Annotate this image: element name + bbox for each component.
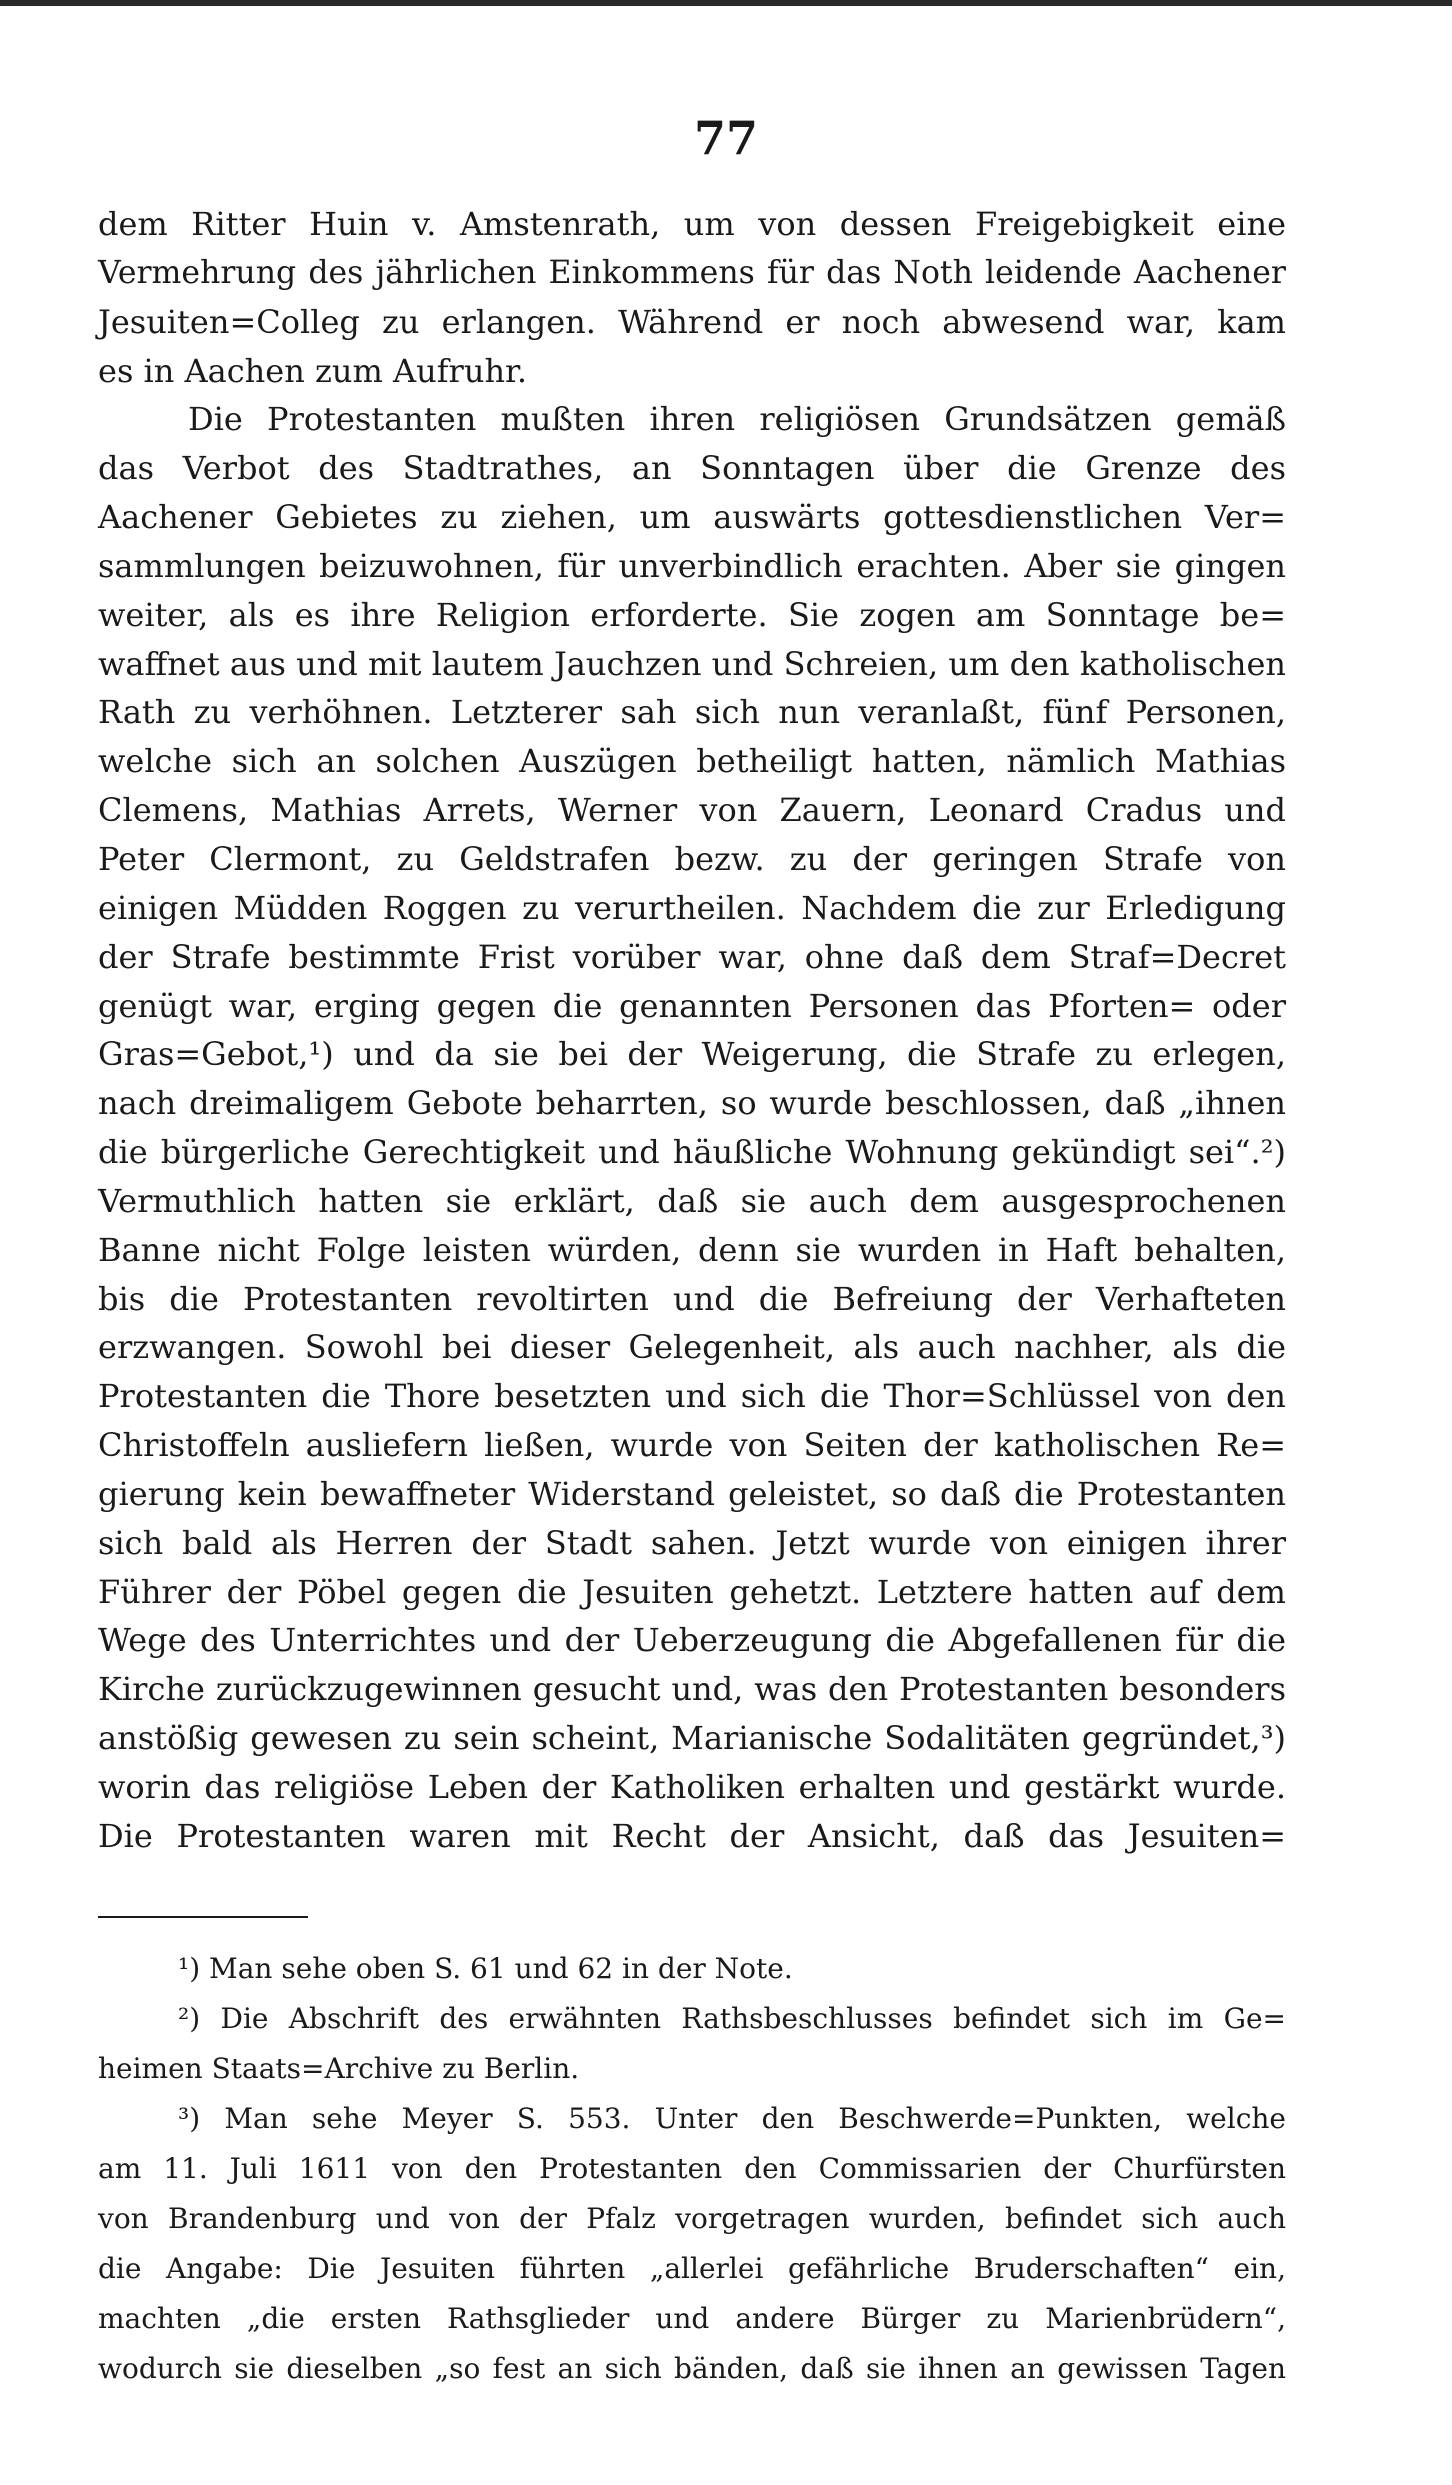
text-line: dem Ritter Huin v. Amstenrath, um von dessen Freigebigkeit eine bbox=[98, 205, 1286, 243]
text-line: die bürgerliche Gerechtigkeit und häußliche Wohnung gekündigt sei“.²) bbox=[98, 1133, 1286, 1172]
text-line: Aachener Gebietes zu ziehen, um auswärts gottesdienstlichen Ver= bbox=[98, 498, 1286, 537]
footnotes bbox=[98, 1944, 1286, 2394]
text-line: einigen Müdden Roggen zu verurtheilen. Nachdem die zur Erledigung bbox=[98, 888, 1286, 927]
footnote-line: ²) Die Abschrift des erwähnten Rathsbeschlusses befindet sich im Ge= bbox=[178, 2002, 1286, 2035]
text-line: der Strafe bestimmte Frist vorüber war, ohne daß dem Straf=Decret bbox=[98, 937, 1286, 976]
footnote-line: machten „die ersten Rathsglieder und andere Bürger zu Marienbrüdern“, bbox=[98, 2302, 1286, 2335]
text-line: bis die Protestanten revoltirten und die Befreiung der Verhafteten bbox=[98, 1279, 1286, 1318]
footnote-line: ³) Man sehe Meyer S. 553. Unter den Beschwerde=Punkten, welche bbox=[178, 2102, 1286, 2135]
footnote-line: wodurch sie dieselben „so fest an sich bänden, daß sie ihnen an gewissen Tagen bbox=[98, 2352, 1286, 2385]
footnote-line: ¹) Man sehe oben S. 61 und 62 in der Note. bbox=[178, 1952, 793, 1985]
text-line: das Verbot des Stadtrathes, an Sonntagen über die Grenze des bbox=[98, 449, 1286, 488]
footnote-line: die Angabe: Die Jesuiten führten „allerlei gefährliche Bruderschaften“ ein, bbox=[98, 2252, 1286, 2285]
text-line: weiter, als es ihre Religion erforderte. Sie zogen am Sonntage be= bbox=[98, 595, 1286, 634]
text-line: Vermehrung des jährlichen Einkommens für das Noth leidende Aachener bbox=[98, 254, 1286, 291]
top-border-rule bbox=[0, 0, 1452, 6]
text-line: erzwangen. Sowohl bei dieser Gelegenheit, als auch nachher, als die bbox=[98, 1328, 1286, 1367]
text-line: Clemens, Mathias Arrets, Werner von Zauern, Leonard Cradus und bbox=[98, 791, 1286, 830]
body-text bbox=[98, 200, 1286, 1861]
text-line: anstößig gewesen zu sein scheint, Marianische Sodalitäten gegründet,³) bbox=[98, 1719, 1286, 1758]
text-line: es in Aachen zum Aufruhr. bbox=[98, 351, 527, 390]
text-line: sich bald als Herren der Stadt sahen. Jetzt wurde von einigen ihrer bbox=[98, 1523, 1286, 1562]
text-line: worin das religiöse Leben der Katholiken erhalten und gestärkt wurde. bbox=[98, 1768, 1286, 1806]
text-line: Führer der Pöbel gegen die Jesuiten gehetzt. Letztere hatten auf dem bbox=[98, 1572, 1286, 1611]
footnote-line: heimen Staats=Archive zu Berlin. bbox=[98, 2052, 580, 2085]
text-line: Peter Clermont, zu Geldstrafen bezw. zu der geringen Strafe von bbox=[98, 839, 1286, 878]
page-number: 77 bbox=[693, 111, 758, 165]
text-line: Banne nicht Folge leisten würden, denn sie wurden in Haft behalten, bbox=[98, 1230, 1286, 1269]
text-line: genügt war, erging gegen die genannten Personen das Pforten= oder bbox=[98, 986, 1286, 1025]
text-line: Protestanten die Thore besetzten und sich die Thor=Schlüssel von den bbox=[98, 1377, 1286, 1416]
text-line: sammlungen beizuwohnen, für unverbindlich erachten. Aber sie gingen bbox=[98, 546, 1286, 585]
text-line: nach dreimaligem Gebote beharrten, so wurde beschlossen, daß „ihnen bbox=[98, 1084, 1286, 1123]
text-line: Kirche zurückzugewinnen gesucht und, was den Protestanten besonders bbox=[98, 1670, 1286, 1709]
text-line: Jesuiten=Colleg zu erlangen. Während er noch abwesend war, kam bbox=[98, 302, 1286, 341]
text-line: Gras=Gebot,¹) und da sie bei der Weigerung, die Strafe zu erlegen, bbox=[98, 1035, 1286, 1074]
text-line: Die Protestanten mußten ihren religiösen Grundsätzen gemäß bbox=[188, 400, 1286, 439]
text-line: Wege des Unterrichtes und der Ueberzeugung die Abgefallenen für die bbox=[98, 1621, 1286, 1660]
text-line: Vermuthlich hatten sie erklärt, daß sie auch dem ausgesprochenen bbox=[98, 1181, 1286, 1220]
text-line: Die Protestanten waren mit Recht der Ansicht, daß das Jesuiten= bbox=[98, 1816, 1286, 1855]
text-line: Rath zu verhöhnen. Letzterer sah sich nun veranlaßt, fünf Personen, bbox=[98, 693, 1286, 732]
text-line: Christoffeln ausliefern ließen, wurde von Seiten der katholischen Re= bbox=[98, 1426, 1286, 1465]
footnote-separator bbox=[98, 1916, 308, 1918]
text-line: welche sich an solchen Auszügen betheiligt hatten, nämlich Mathias bbox=[98, 742, 1286, 781]
text-line: gierung kein bewaffneter Widerstand geleistet, so daß die Protestanten bbox=[98, 1474, 1286, 1513]
text-line: waffnet aus und mit lautem Jauchzen und Schreien, um den katholischen bbox=[98, 644, 1286, 683]
footnote-line: am 11. Juli 1611 von den Protestanten den Commissarien der Churfürsten bbox=[98, 2152, 1286, 2185]
footnote-line: von Brandenburg und von der Pfalz vorgetragen wurden, befindet sich auch bbox=[98, 2202, 1286, 2235]
